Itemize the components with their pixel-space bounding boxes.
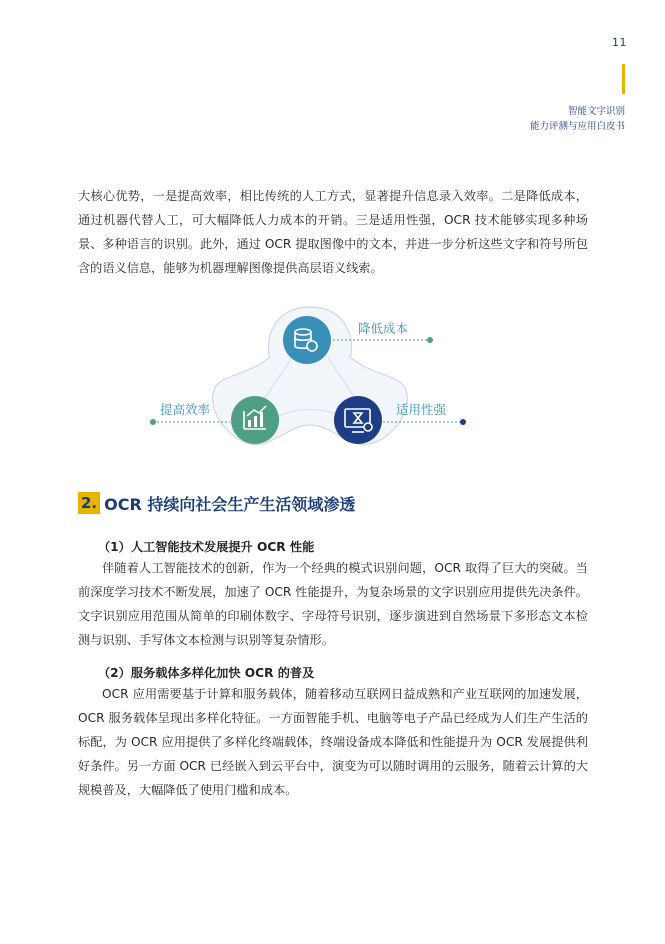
section-heading — [78, 490, 355, 516]
accent-bar — [622, 64, 625, 94]
applicability-connector-dot — [460, 419, 466, 425]
subsection-1-heading: （1）人工智能技术发展提升 OCR 性能 — [98, 540, 315, 554]
subsection-2-heading: （2）服务载体多样化加快 OCR 的普及 — [98, 666, 315, 680]
running-head — [530, 104, 625, 134]
efficiency-label: 提高效率 — [160, 402, 211, 417]
applicability-circle — [334, 396, 382, 444]
efficiency-connector-dot — [150, 419, 156, 425]
subsection-2-body: OCR 应用需要基于计算和服务载体，随着移动互联网日益成熟和产业互联网的加速发展，OCR 服务载体呈现出多样化特征。一方面智能手机、电脑等电子产品已经成为人们生产生活的标配，为 OCR 应用提供了多样化终端载体，终端设备成本降低和性能提升为 OCR 发展提供利好条件。另一方面 OCR 已经嵌入到云平台中，演变为可以随时调用的云服务，随着云计算的大规模普及，大幅降低了使用门槛和成本。 — [78, 687, 588, 797]
subsection-1-body: 伴随着人工智能技术的创新，作为一个经典的模式识别问题，OCR 取得了巨大的突破。当前深度学习技术不断发展，加速了 OCR 性能提升，为复杂场景的文字识别应用提供先决条件。文字识别应用范围从简单的印刷体数字、字母符号识别，逐步演进到自然场景下多形态文本检测与识别、手写体文本检测与识别等复杂情形。 — [78, 561, 588, 647]
running-head-line-1: 智能文字识别 — [567, 106, 625, 117]
intro-paragraph: 大核心优势，一是提高效率，相比传统的人工方式，显著提升信息录入效率。二是降低成本，通过机器代替人工，可大幅降低人力成本的开销。三是适用性强，OCR 技术能够实现多种场景、多种语言的识别。此外，通过 OCR 提取图像中的文本，并进一步分析这些文字和符号所包含的语义信息，能够为机器理解图像提供高层语义线索。 — [78, 189, 588, 275]
applicability-label: 适用性强 — [396, 402, 447, 417]
advantages-diagram — [140, 305, 480, 465]
cost-label: 降低成本 — [358, 321, 409, 336]
cost-connector-dot — [427, 337, 433, 343]
section-number: 2. — [78, 492, 100, 514]
running-head-line-2: 能力评测与应用白皮书 — [529, 121, 625, 132]
section-title: OCR 持续向社会生产生活领域渗透 — [104, 494, 356, 514]
page-number: 11 — [612, 36, 627, 49]
